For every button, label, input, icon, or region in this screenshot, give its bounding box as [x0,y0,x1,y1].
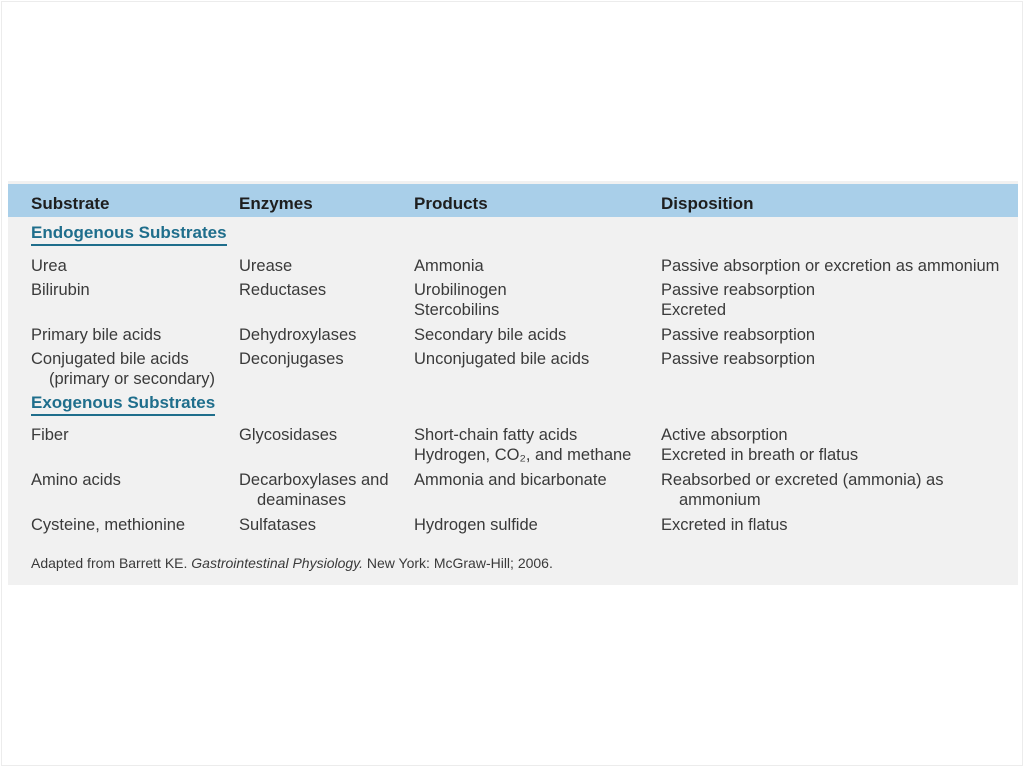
cell-line: Deconjugases [239,350,344,368]
footnote-prefix: Adapted from Barrett KE. [31,555,192,571]
section-heading-exogenous: Exogenous Substrates [31,393,215,416]
table-cell-products [414,349,589,369]
footnote-book-title: Gastrointestinal Physiology. [191,555,364,571]
cell-line: Urobilinogen [414,281,507,299]
table-cell-substrate [31,470,121,490]
table-cell-products [414,280,507,320]
cell-line: Excreted in flatus [661,516,788,534]
table-cell-products [414,470,607,490]
cell-line: Reabsorbed or excreted (ammonia) as [661,471,944,489]
cell-line: Hydrogen, CO₂, and methane [414,446,632,464]
table-cell-disposition [661,470,943,510]
table-cell-disposition [661,325,815,345]
cell-line: Reductases [239,281,327,299]
cell-line: Bilirubin [31,281,90,299]
cell-line: Cysteine, methionine [31,516,186,534]
column-header-substrate: Substrate [31,194,110,213]
cell-line: (primary or secondary) [49,370,215,388]
table-cell-enzymes [239,470,389,510]
table-cell-disposition [661,280,815,320]
cell-line: Ammonia [414,257,484,275]
table-cell-disposition [661,425,858,465]
table-cell-disposition [661,256,999,276]
cell-line: Excreted [661,301,727,319]
table-cell-products [414,425,631,465]
cell-line: Short-chain fatty acids [414,426,578,444]
cell-line: Stercobilins [414,301,500,319]
cell-line: deaminases [257,491,346,509]
column-header-disposition: Disposition [661,194,754,213]
cell-line: Excreted in breath or flatus [661,446,859,464]
table-cell-enzymes [239,325,356,345]
table-cell-disposition [661,515,788,535]
table-cell-enzymes [239,515,316,535]
table-cell-substrate [31,325,161,345]
cell-line: Passive reabsorption [661,281,816,299]
cell-line: Urease [239,257,293,275]
section-heading-endogenous: Endogenous Substrates [31,223,227,246]
substrate-table [8,181,1018,585]
table-cell-substrate [31,280,90,300]
table-cell-disposition [661,349,815,369]
table-footnote [31,555,553,571]
table-cell-products [414,325,566,345]
table-cell-enzymes [239,349,344,369]
cell-line: Sulfatases [239,516,317,534]
table-cell-substrate [31,349,215,389]
table-cell-substrate [31,256,67,276]
cell-line: ammonium [679,491,761,509]
table-cell-products [414,515,538,535]
cell-line: Passive absorption or excretion as ammonium [661,257,1000,275]
footnote-suffix: New York: McGraw-Hill; 2006. [363,555,553,571]
cell-line: Passive reabsorption [661,326,816,344]
cell-line: Ammonia and bicarbonate [414,471,607,489]
cell-line: Passive reabsorption [661,350,816,368]
cell-line: Urea [31,257,67,275]
cell-line: Decarboxylases and [239,471,389,489]
table-cell-substrate [31,515,185,535]
column-header-enzymes: Enzymes [239,194,313,213]
cell-line: Dehydroxylases [239,326,357,344]
cell-line: Amino acids [31,471,121,489]
table-header-row [8,184,1018,217]
table-cell-enzymes [239,256,292,276]
column-header-products: Products [414,194,488,213]
cell-line: Fiber [31,426,69,444]
cell-line: Primary bile acids [31,326,162,344]
cell-line: Glycosidases [239,426,338,444]
table-cell-enzymes [239,425,337,445]
cell-line: Secondary bile acids [414,326,567,344]
cell-line: Active absorption [661,426,788,444]
cell-line: Hydrogen sulfide [414,516,538,534]
table-cell-products [414,256,484,276]
table-cell-enzymes [239,280,326,300]
table-cell-substrate [31,425,69,445]
cell-line: Unconjugated bile acids [414,350,590,368]
cell-line: Conjugated bile acids [31,350,189,368]
